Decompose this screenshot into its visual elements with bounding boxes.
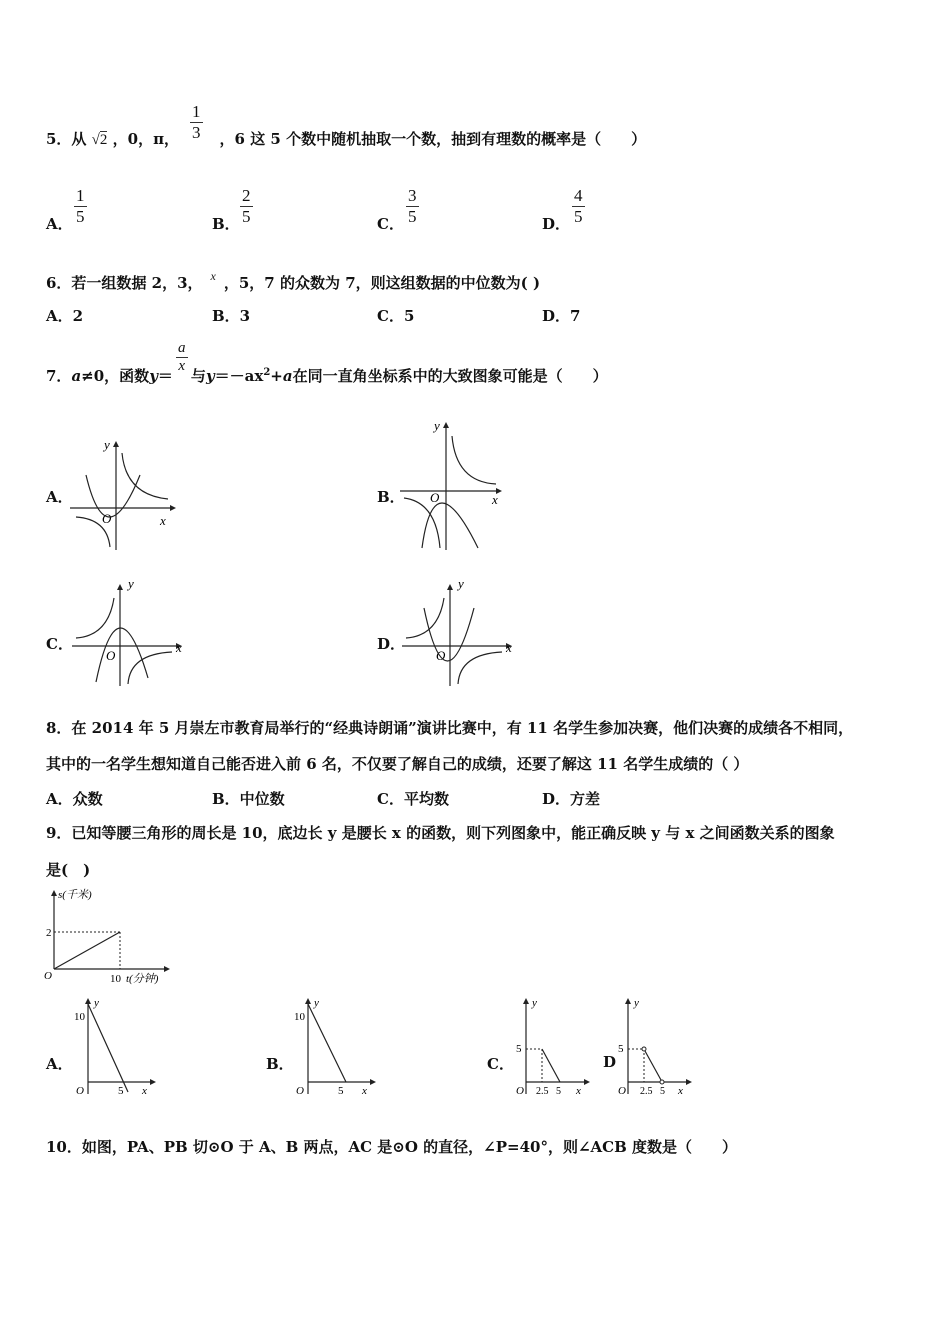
q5-frac-third: $\frac{1}{3}$	[192, 102, 201, 142]
q9-graph-b[interactable]	[292, 994, 382, 1100]
q9-reference-graph	[42, 884, 172, 990]
svg-text:O: O	[516, 1085, 524, 1097]
q7-stem: 7．a≠0，函数y＝ 与$y=-ax^2+a$在同一直角坐标系中的大致图象可能是（ ）	[46, 367, 608, 385]
q7a-origin: O	[102, 511, 112, 526]
svg-text:x: x	[678, 1085, 683, 1097]
svg-text:5: 5	[660, 1086, 665, 1097]
svg-text:y: y	[94, 997, 99, 1009]
q6-option-b[interactable]: B．3	[212, 307, 251, 325]
svg-text:5: 5	[118, 1085, 124, 1097]
q6-prefix: 6．若一组数据 2，3，	[46, 274, 203, 292]
q9-option-c[interactable]: C．	[487, 1055, 514, 1073]
q8-option-c[interactable]: C．平均数	[377, 790, 449, 808]
q6-option-d[interactable]: D．7	[542, 307, 581, 325]
q9-graph-a[interactable]	[72, 994, 162, 1100]
svg-text:s(千米): s(千米)	[58, 889, 92, 901]
q9-option-b[interactable]: B．	[266, 1055, 294, 1073]
q7-graph-d[interactable]	[402, 578, 517, 688]
svg-text:y: y	[458, 578, 464, 591]
q7a-x-label: x	[160, 513, 166, 528]
svg-text:10: 10	[294, 1011, 305, 1023]
svg-text:10: 10	[74, 1011, 85, 1023]
svg-text:x: x	[142, 1085, 147, 1097]
q7-graph-a[interactable]	[70, 435, 180, 553]
q5-prefix: 5．从	[46, 130, 87, 148]
svg-text:O: O	[76, 1085, 84, 1097]
svg-text:x: x	[576, 1085, 581, 1097]
q5-stem	[46, 128, 646, 149]
svg-text:5: 5	[516, 1043, 522, 1055]
q5-option-a[interactable]: A．	[46, 215, 73, 233]
q10-stem: 10．如图，PA、PB 切⊙O 于 A、B 两点，AC 是⊙O 的直径，∠P=40°，则∠ACB 度数是（ ）	[46, 1138, 737, 1156]
q8-option-a[interactable]: A．众数	[46, 790, 103, 808]
q7-option-d[interactable]: D．	[377, 635, 406, 653]
q6-suffix: ，5，7 的众数为 7，则这组数据的中位数为( )	[223, 274, 541, 292]
q7-graph-b[interactable]	[400, 418, 510, 553]
svg-text:y: y	[128, 578, 134, 591]
svg-text:y: y	[634, 997, 639, 1009]
q7-graph-c[interactable]	[72, 578, 187, 688]
svg-text:O: O	[618, 1085, 626, 1097]
svg-text:y: y	[532, 997, 537, 1009]
q8-line2: 其中的一名学生想知道自己能否进入前 6 名，不仅要了解自己的成绩，还要了解这 11 名学生成绩的（ ）	[46, 755, 749, 773]
q7a-y-label: y	[104, 437, 110, 452]
q7-option-c[interactable]: C．	[46, 635, 73, 653]
svg-text:O: O	[296, 1085, 304, 1097]
svg-text:y: y	[434, 418, 440, 433]
svg-text:2.5: 2.5	[536, 1086, 549, 1097]
q8-option-d[interactable]: D．方差	[542, 790, 601, 808]
q5-option-c-frac: $\frac{3}{5}$	[408, 186, 417, 226]
q5-option-d-frac: $\frac{4}{5}$	[574, 186, 583, 226]
q9-line1: 9．已知等腰三角形的周长是 10，底边长 y 是腰长 x 的函数，则下列图象中，能正确反映 y 与 x 之间函数关系的图象	[46, 824, 835, 842]
svg-text:t(分钟): t(分钟)	[126, 973, 159, 985]
svg-text:O: O	[44, 970, 52, 982]
q9-option-a[interactable]: A．	[46, 1055, 73, 1073]
q5-option-b-frac: $\frac{2}{5}$	[242, 186, 251, 226]
q5-option-b[interactable]: B．	[212, 215, 240, 233]
svg-text:O: O	[436, 648, 446, 663]
q6-stem	[46, 269, 541, 293]
svg-text:O: O	[106, 648, 116, 663]
q9-option-d[interactable]: D	[603, 1053, 617, 1071]
q8-line1: 8．在 2014 年 5 月崇左市教育局举行的“经典诗朗诵”演讲比赛中，有 11 名学生参加决赛，他们决赛的成绩各不相同，	[46, 719, 854, 737]
svg-text:5: 5	[556, 1086, 561, 1097]
svg-text:5: 5	[618, 1043, 624, 1055]
svg-text:O: O	[430, 490, 440, 505]
svg-text:x: x	[362, 1085, 367, 1097]
svg-text:x: x	[176, 640, 182, 655]
q6-option-c[interactable]: C．5	[377, 307, 415, 325]
svg-text:2: 2	[46, 927, 52, 939]
q9-graph-d[interactable]	[610, 994, 700, 1100]
svg-text:10: 10	[110, 973, 121, 985]
q8-option-b[interactable]: B．中位数	[212, 790, 285, 808]
q7-frac-a-over-x: $\frac{a}{x}$	[178, 340, 186, 374]
q5-option-c[interactable]: C．	[377, 215, 404, 233]
q5-list-mid: ，0，π，	[112, 130, 180, 148]
q5-option-a-frac: $\frac{1}{5}$	[76, 186, 85, 226]
q5-option-d[interactable]: D．	[542, 215, 571, 233]
svg-text:5: 5	[338, 1085, 344, 1097]
q9-line2: 是( )	[46, 861, 91, 879]
svg-text:x: x	[492, 492, 498, 507]
svg-text:x: x	[506, 640, 512, 655]
q5-sqrt: √2	[91, 132, 108, 148]
q6-var: x	[210, 269, 216, 283]
q7-option-a[interactable]: A．	[46, 488, 73, 506]
q9-graph-c[interactable]	[508, 994, 598, 1100]
q7-option-b[interactable]: B．	[377, 488, 405, 506]
svg-text:y: y	[314, 997, 319, 1009]
svg-text:2.5: 2.5	[640, 1086, 653, 1097]
q5-suffix: ，6 这 5 个数中随机抽取一个数，抽到有理数的概率是（ ）	[219, 130, 647, 148]
q6-option-a[interactable]: A．2	[46, 307, 84, 325]
